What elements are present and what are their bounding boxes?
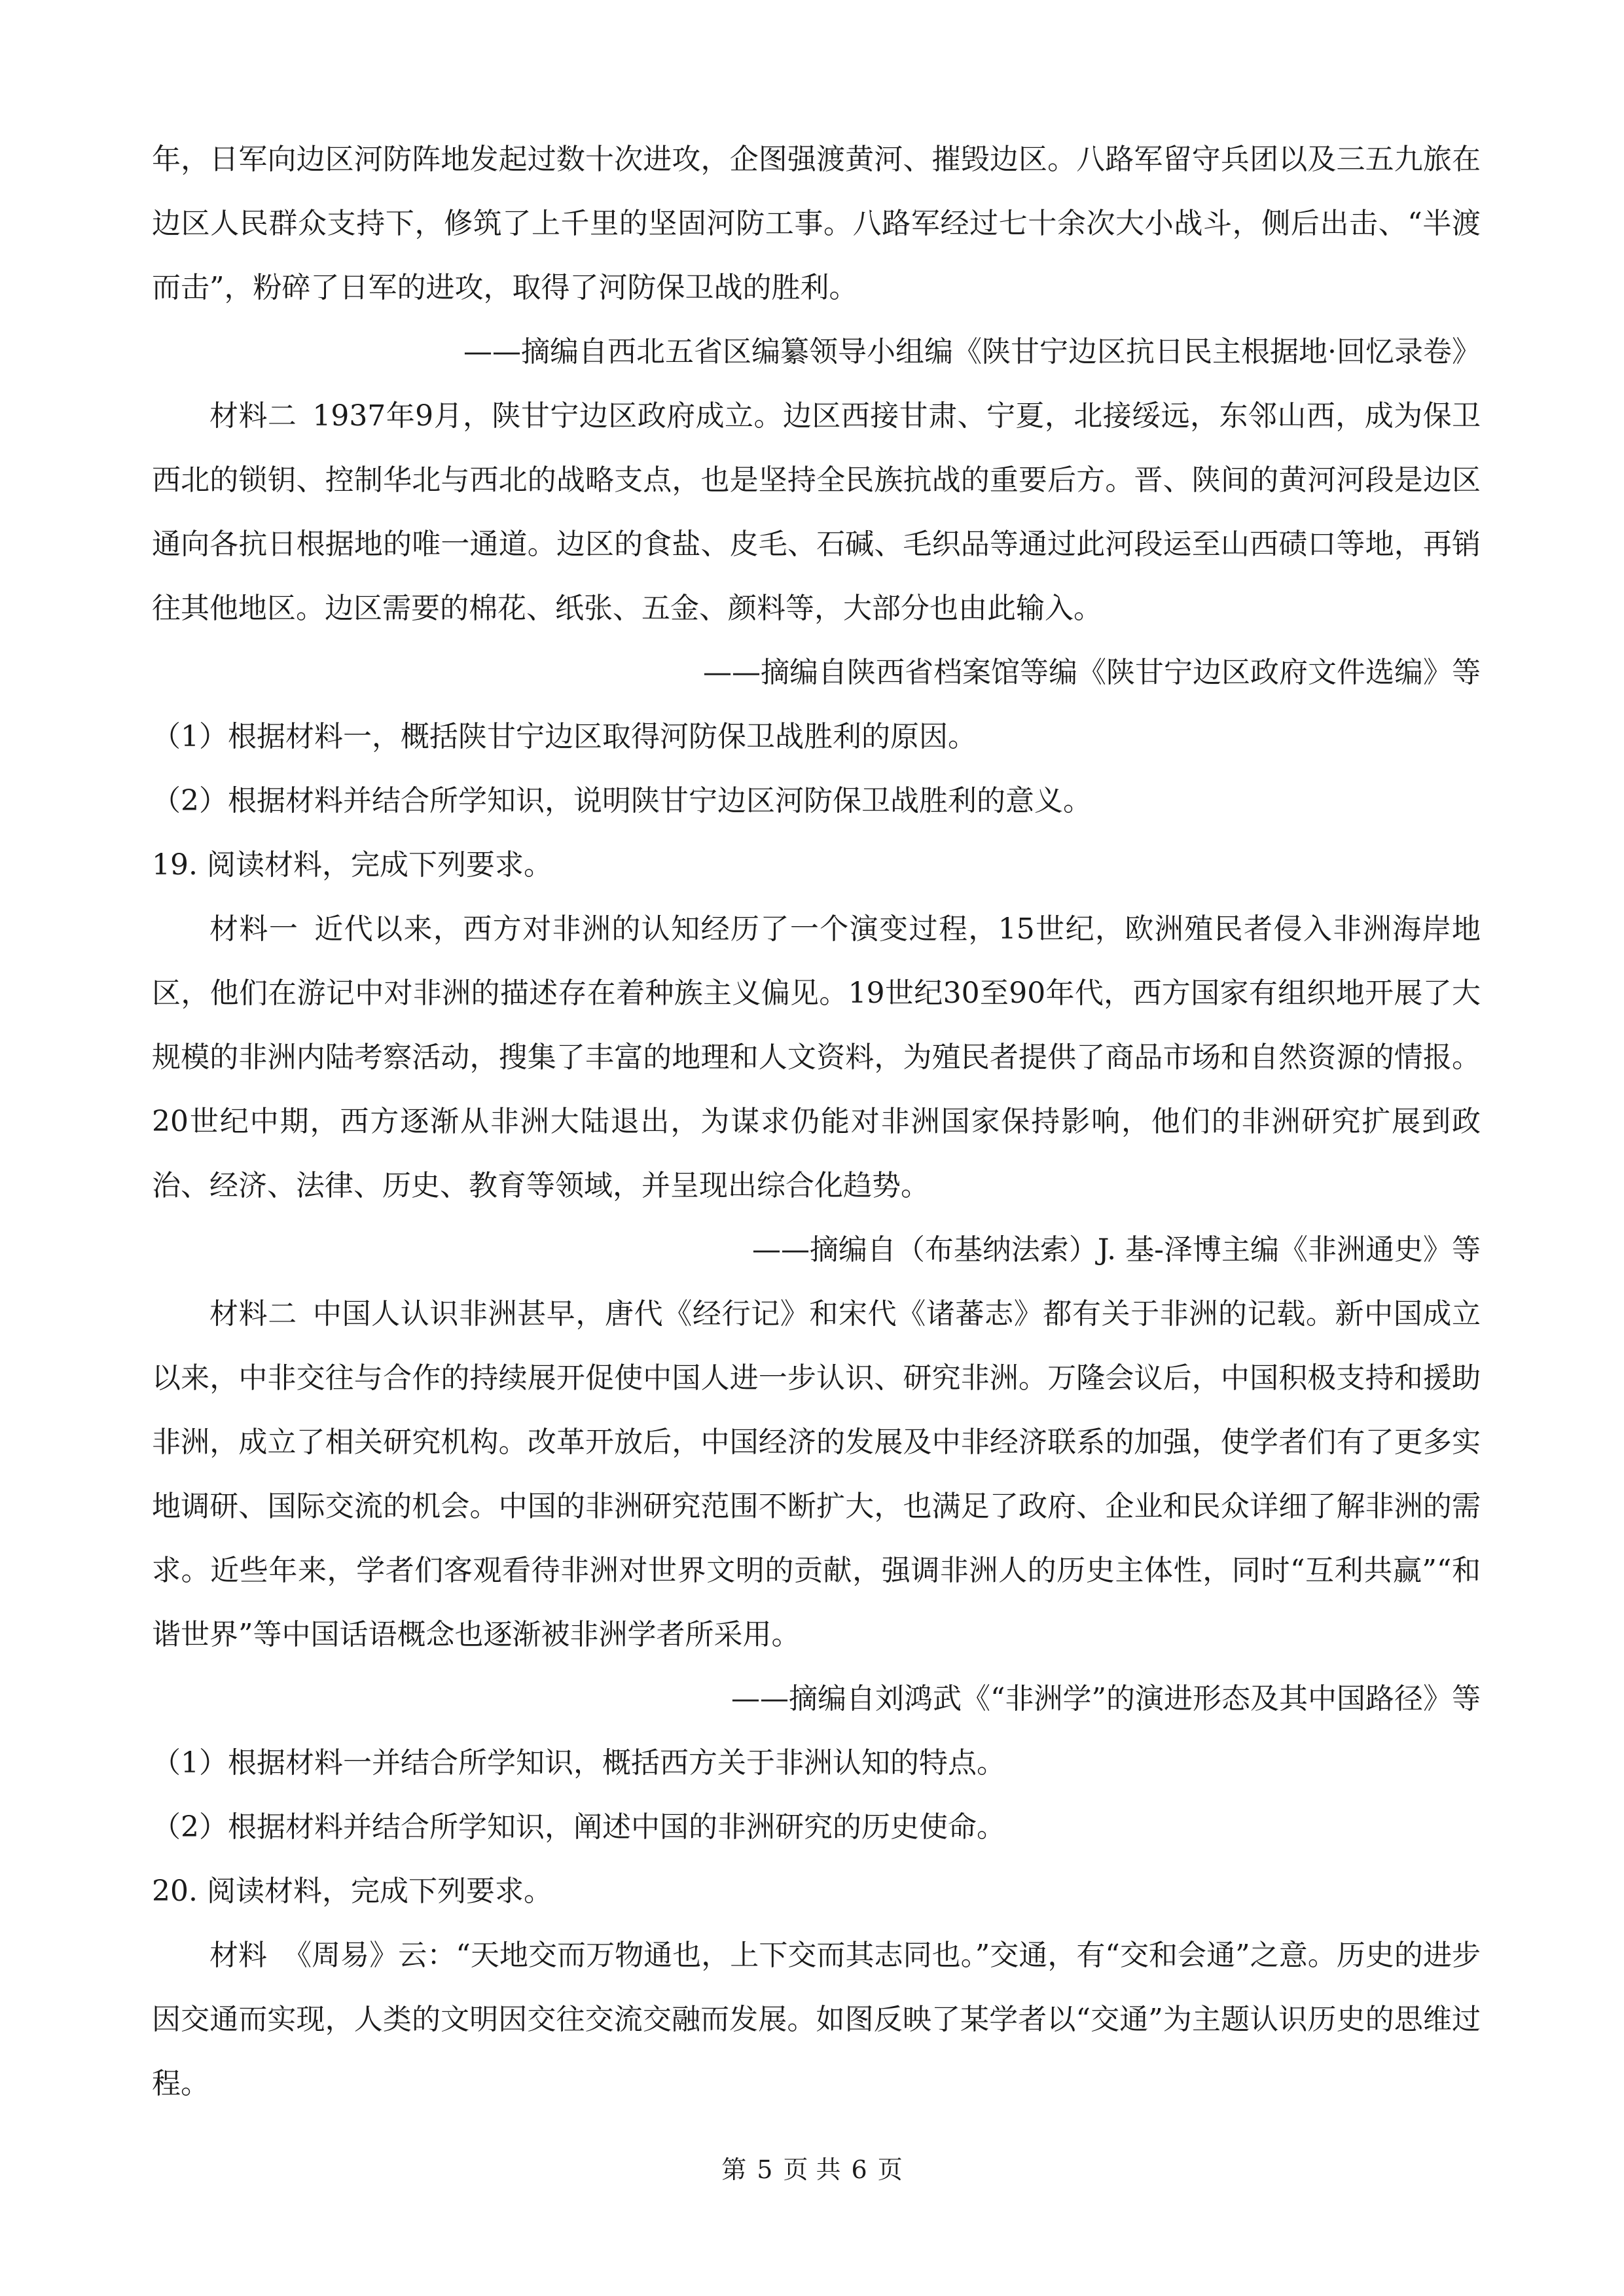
material-label: 材料: [209, 1939, 268, 1972]
exam-page: [152, 128, 1481, 2116]
material-label: 材料二: [209, 399, 297, 433]
q18-question1: （1）根据材料一，概括陕甘宁边区取得河防保卫战胜利的原因。: [152, 720, 977, 753]
q19-material1-source: ——摘编自（布基纳法索）J. 基-泽博主编《非洲通史》等: [751, 1233, 1481, 1266]
q18-question2: （2）根据材料并结合所学知识，说明陕甘宁边区河防保卫战胜利的意义。: [152, 784, 1092, 817]
q19-heading: 19. 阅读材料，完成下列要求。: [152, 848, 552, 882]
q18-material1-tail: 年，日军向边区河防阵地发起过数十次进攻，企图强渡黄河、摧毁边区。八路军留守兵团以及三五九旅在边区人民群众支持下，修筑了上千里的坚固河防工事。八路军经过七十余次大小战斗，侧后出击、“半渡而击”，粉碎了日军的进攻，取得了河防保卫战的胜利。: [152, 143, 1481, 304]
q19-material2: [152, 1282, 1481, 1667]
q18-material2-source: ——摘编自陕西省档案馆等编《陕甘宁边区政府文件选编》等: [703, 656, 1481, 689]
q19-material2-source: ——摘编自刘鸿武《“非洲学”的演进形态及其中国路径》等: [731, 1682, 1481, 1715]
footer-middle: 页 共: [783, 2155, 841, 2184]
q18-material1-source: ——摘编自西北五省区编纂领导小组编《陕甘宁边区抗日民主根据地·回忆录卷》: [463, 335, 1481, 368]
q18-material2: [152, 384, 1481, 641]
material-label: 材料一: [209, 912, 299, 946]
material-text: 1937年9月，陕甘宁边区政府成立。边区西接甘肃、宁夏，北接绥远，东邻山西，成为保卫西北的锁钥、控制华北与西北的战略支点，也是坚持全民族抗战的重要后方。晋、陕间的黄河河段是边区通向各抗日根据地的唯一通道。边区的食盐、皮毛、石碱、毛织品等通过此河段运至山西碛口等地，再销往其他地区。边区需要的棉花、纸张、五金、颜料等，大部分也由此输入。: [152, 399, 1481, 625]
material-text: 《周易》云：“天地交而万物通也，上下交而其志同也。”交通，有“交和会通”之意。历史的进步因交通而实现，人类的文明因交往交流交融而发展。如图反映了某学者以“交通”为主题认识历史的思维过程。: [152, 1939, 1481, 2100]
material-label: 材料二: [209, 1297, 297, 1331]
q19-question1: （1）根据材料一并结合所学知识，概括西方关于非洲认知的特点。: [152, 1746, 1005, 1780]
material-text: 中国人认识非洲甚早，唐代《经行记》和宋代《诸蕃志》都有关于非洲的记载。新中国成立以来，中非交往与合作的持续展开促使中国人进一步认识、研究非洲。万隆会议后，中国积极支持和援助非洲，成立了相关研究机构。改革开放后，中国经济的发展及中非经济联系的加强，使学者们有了更多实地调研、国际交流的机会。中国的非洲研究范围不断扩大，也满足了政府、企业和民众详细了解非洲的需求。近些年来，学者们客观看待非洲对世界文明的贡献，强调非洲人的历史主体性，同时“互利共赢”“和谐世界”等中国话语概念也逐渐被非洲学者所采用。: [152, 1297, 1481, 1651]
q19-material1: [152, 897, 1481, 1218]
q20-material: [152, 1924, 1481, 2116]
page-footer: [0, 2153, 1624, 2186]
footer-suffix: 页: [877, 2155, 903, 2184]
footer-prefix: 第: [721, 2155, 747, 2184]
footer-page-number: 5: [757, 2155, 773, 2184]
q20-heading: 20. 阅读材料，完成下列要求。: [152, 1874, 552, 1908]
material-text: 近代以来，西方对非洲的认知经历了一个演变过程，15世纪，欧洲殖民者侵入非洲海岸地区，他们在游记中对非洲的描述存在着种族主义偏见。19世纪30至90年代，西方国家有组织地开展了大规模的非洲内陆考察活动，搜集了丰富的地理和人文资料，为殖民者提供了商品市场和自然资源的情报。20世纪中期，西方逐渐从非洲大陆退出，为谋求仍能对非洲国家保持影响，他们的非洲研究扩展到政治、经济、法律、历史、教育等领域，并呈现出综合化趋势。: [152, 912, 1481, 1202]
footer-total-pages: 6: [851, 2155, 867, 2184]
q19-question2: （2）根据材料并结合所学知识，阐述中国的非洲研究的历史使命。: [152, 1810, 1005, 1844]
